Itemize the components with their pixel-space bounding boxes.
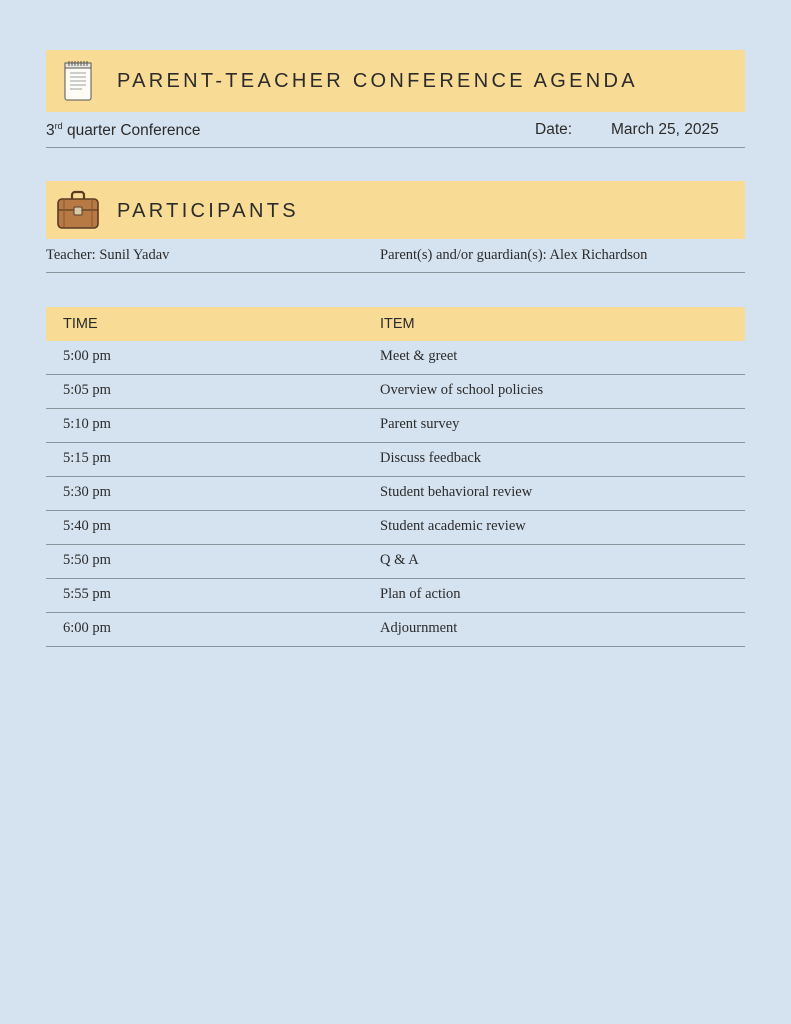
conference-text: quarter Conference (62, 122, 201, 139)
item-cell: Plan of action (380, 586, 461, 602)
table-row (46, 409, 745, 443)
briefcase-icon (56, 190, 100, 230)
table-row (46, 579, 745, 613)
time-cell: 5:15 pm (63, 450, 111, 466)
time-cell: 5:00 pm (63, 348, 111, 364)
parent-name: Parent(s) and/or guardian(s): Alex Richardson (380, 247, 648, 263)
time-cell: 5:10 pm (63, 416, 111, 432)
item-cell: Overview of school policies (380, 382, 544, 398)
item-cell: Meet & greet (380, 348, 458, 364)
title-banner (46, 50, 745, 112)
time-cell: 5:40 pm (63, 518, 111, 534)
table-row (46, 477, 745, 511)
time-cell: 5:50 pm (63, 552, 111, 568)
date-label: Date: (535, 121, 573, 138)
agenda-table (46, 341, 745, 647)
participants-banner (46, 181, 745, 239)
agenda-table-header (46, 307, 745, 341)
table-row (46, 511, 745, 545)
column-header-time: TIME (63, 316, 98, 332)
quarter-number: 3 (46, 122, 55, 139)
item-cell: Parent survey (380, 416, 460, 432)
table-row (46, 613, 745, 647)
table-row (46, 443, 745, 477)
time-cell: 5:55 pm (63, 586, 111, 602)
item-cell: Student academic review (380, 518, 526, 534)
item-cell: Adjournment (380, 620, 458, 636)
item-cell: Q & A (380, 552, 419, 568)
time-cell: 5:05 pm (63, 382, 111, 398)
time-cell: 5:30 pm (63, 484, 111, 500)
table-row (46, 341, 745, 375)
page-title: PARENT-TEACHER CONFERENCE AGENDA (117, 70, 638, 92)
item-cell: Discuss feedback (380, 450, 482, 466)
participants-title: PARTICIPANTS (117, 200, 299, 222)
quarter-suffix: rd (54, 121, 63, 131)
participants-row (46, 246, 745, 273)
notepad-icon (64, 59, 92, 101)
date-value: March 25, 2025 (611, 121, 719, 138)
item-cell: Student behavioral review (380, 484, 533, 500)
table-row (46, 545, 745, 579)
column-header-item: ITEM (380, 316, 415, 332)
conference-label (46, 121, 201, 140)
time-cell: 6:00 pm (63, 620, 111, 636)
teacher-name: Teacher: Sunil Yadav (46, 247, 170, 263)
table-row (46, 375, 745, 409)
conference-meta-row (46, 119, 745, 148)
